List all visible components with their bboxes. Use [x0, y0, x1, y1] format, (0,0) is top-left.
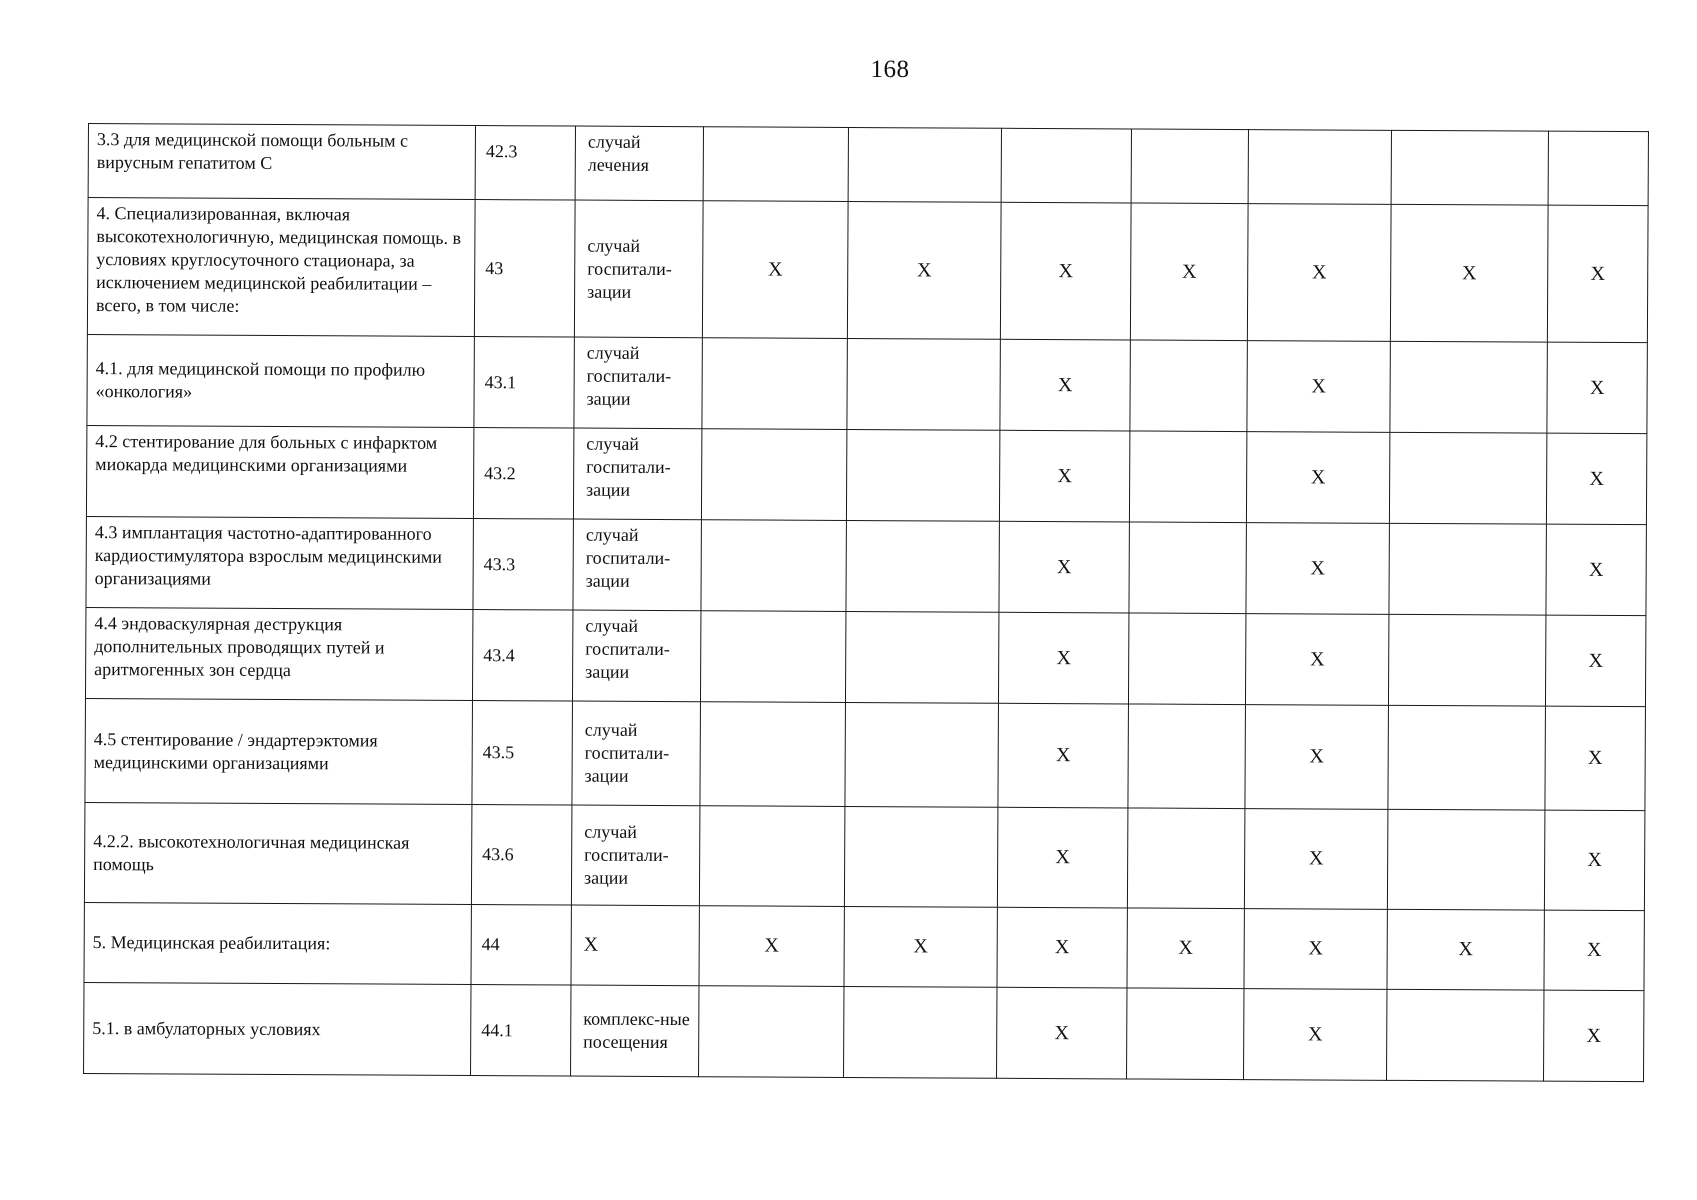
value-cell: X: [1127, 908, 1244, 989]
value-cell: [1127, 988, 1244, 1080]
table-row: [85, 698, 1646, 810]
value-cell: X: [1390, 204, 1548, 342]
row-unit: случай госпитали-зации: [573, 519, 701, 611]
row-code: 43.4: [472, 610, 572, 702]
value-cell: [1128, 704, 1246, 809]
value-cell: X: [1544, 910, 1644, 991]
value-cell: X: [998, 703, 1129, 808]
row-code: 43.2: [473, 428, 573, 520]
value-cell: X: [1244, 909, 1387, 990]
value-cell: X: [1545, 615, 1645, 707]
value-cell: X: [1545, 706, 1646, 811]
value-cell: [1390, 341, 1547, 433]
value-cell: [1131, 129, 1248, 204]
row-unit: случай госпитали-зации: [574, 337, 702, 429]
value-cell: [699, 986, 844, 1078]
value-cell: [1129, 431, 1246, 523]
value-cell: [701, 429, 846, 521]
row-code: 42.3: [475, 126, 575, 201]
value-cell: [1388, 614, 1545, 706]
row-name: 4.2.2. высокотехнологичная медицинская помощь: [84, 802, 472, 904]
value-cell: X: [1247, 341, 1390, 433]
value-cell: X: [1544, 810, 1645, 911]
row-name: 5. Медицинская реабилитация:: [84, 902, 471, 984]
value-cell: [1127, 808, 1245, 909]
value-cell: X: [1130, 203, 1248, 341]
row-code: 43.6: [471, 805, 572, 906]
value-cell: X: [1247, 204, 1391, 342]
table-row: [84, 982, 1644, 1081]
value-cell: [846, 520, 999, 612]
row-name: 5.1. в амбулаторных условиях: [84, 982, 471, 1075]
value-cell: X: [1245, 705, 1389, 810]
value-cell: [1389, 523, 1546, 615]
value-cell: [1248, 130, 1391, 205]
value-cell: [700, 702, 846, 807]
table-row: [84, 802, 1645, 910]
value-cell: [1388, 705, 1546, 810]
value-cell: [846, 429, 999, 521]
value-cell: [847, 338, 1000, 430]
table-row: [87, 334, 1647, 433]
value-cell: [1130, 340, 1247, 432]
data-table: [83, 123, 1649, 1082]
table-row: [86, 425, 1646, 524]
table-row: [86, 516, 1646, 615]
value-cell: X: [1547, 342, 1647, 434]
value-cell: [1391, 130, 1548, 205]
value-cell: X: [1544, 990, 1644, 1082]
value-cell: [845, 702, 999, 807]
value-cell: [702, 338, 847, 430]
value-cell: X: [1546, 524, 1646, 616]
page-number: 168: [870, 56, 910, 83]
row-unit: случай лечения: [575, 126, 703, 201]
value-cell: X: [699, 906, 844, 987]
value-cell: [1129, 522, 1246, 614]
value-cell: [844, 986, 997, 1078]
value-cell: [845, 611, 998, 703]
value-cell: X: [1000, 202, 1131, 340]
table-body: [84, 124, 1649, 1082]
table-row: [84, 902, 1644, 990]
row-name: 4.1. для медицинской помощи по профилю «онкология»: [87, 334, 474, 427]
value-cell: X: [1547, 205, 1648, 343]
value-cell: [1387, 989, 1544, 1081]
value-cell: X: [1246, 523, 1389, 615]
row-name: 4. Специализированная, включая высокотехнологичную, медицинская помощь. в условиях круглосуточного стационара, за исключением медицинской реабилитации – всего, в том числе:: [87, 198, 475, 337]
row-unit: случай госпитали-зации: [573, 428, 701, 520]
value-cell: [1128, 613, 1245, 705]
value-cell: [1548, 131, 1648, 206]
row-code: 43.5: [472, 701, 573, 806]
row-name: 4.2 стентирование для больных с инфарктом миокарда медицинскими организациями: [86, 425, 473, 518]
row-code: 44.1: [471, 985, 571, 1077]
row-unit: X: [571, 905, 699, 986]
value-cell: X: [998, 612, 1128, 704]
row-name: 4.5 стентирование / эндартерэктомия медицинскими организациями: [85, 698, 473, 804]
value-cell: X: [1244, 809, 1388, 910]
value-cell: X: [999, 521, 1129, 613]
row-name: 4.3 имплантация частотно-адаптированного кардиостимулятора взрослым медицинскими организациями: [86, 516, 473, 609]
value-cell: X: [1246, 432, 1389, 524]
row-code: 44: [471, 905, 571, 986]
row-unit: комплекс-ные посещения: [571, 985, 699, 1077]
row-unit: случай госпитали-зации: [572, 701, 701, 806]
row-name: 4.4 эндоваскулярная деструкция дополнительных проводящих путей и аритмогенных зон сердца: [85, 607, 472, 700]
value-cell: [701, 520, 846, 612]
value-cell: [848, 127, 1001, 202]
value-cell: X: [997, 987, 1127, 1079]
row-unit: случай госпитали-зации: [571, 805, 700, 906]
table-row: [87, 198, 1648, 343]
value-cell: [844, 806, 998, 907]
value-cell: X: [702, 201, 848, 339]
value-cell: [700, 611, 845, 703]
value-cell: [1001, 128, 1131, 203]
table-row: [88, 124, 1648, 206]
row-unit: случай госпитали-зации: [574, 200, 703, 338]
row-unit: случай госпитали-зации: [572, 610, 700, 702]
row-code: 43.3: [473, 519, 573, 611]
row-code: 43.1: [474, 337, 574, 429]
value-cell: X: [997, 907, 1127, 988]
value-cell: X: [1387, 909, 1544, 990]
value-cell: X: [844, 906, 997, 987]
row-name: 3.3 для медицинской помощи больным с вирусным гепатитом С: [88, 124, 475, 200]
value-cell: X: [1244, 989, 1387, 1081]
value-cell: [1387, 809, 1545, 910]
value-cell: [1389, 432, 1546, 524]
value-cell: X: [847, 201, 1001, 339]
value-cell: X: [999, 430, 1129, 522]
value-cell: [699, 806, 845, 907]
value-cell: X: [1245, 614, 1388, 706]
row-code: 43: [474, 200, 575, 338]
value-cell: X: [997, 807, 1128, 908]
value-cell: X: [1000, 339, 1130, 431]
value-cell: X: [1546, 433, 1646, 525]
table-row: [85, 607, 1645, 706]
value-cell: [703, 127, 848, 202]
